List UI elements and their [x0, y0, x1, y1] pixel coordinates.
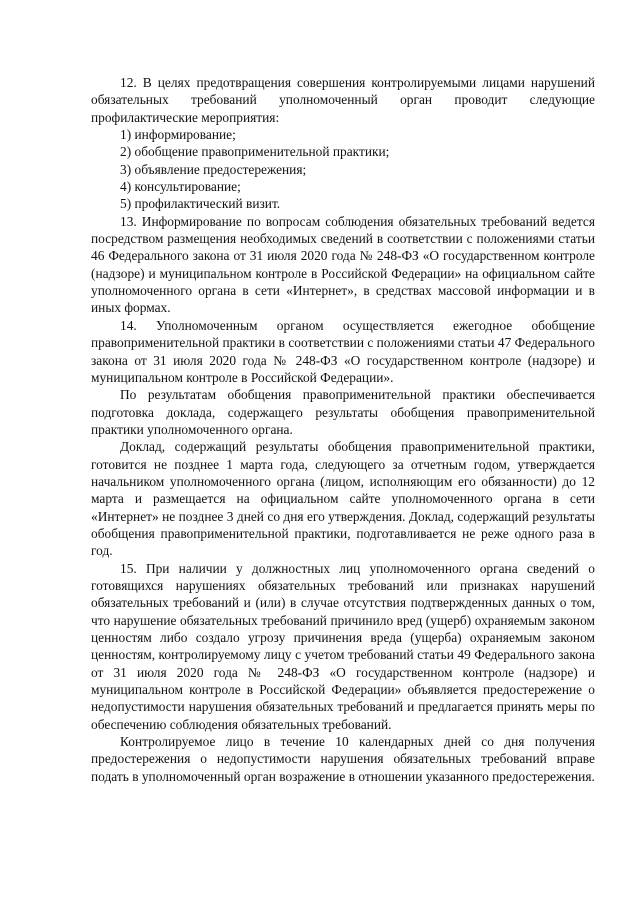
paragraph-15-objection: Контролируемое лицо в течение 10 календарных дней со дня получения предостережения о недопустимости нарушения обязательных требований вправе подать в уполномоченный орган возражение в отношении указанного предостережения. [91, 734, 595, 784]
paragraph-14-report: По результатам обобщения правоприменительной практики обеспечивается подготовка доклада, содержащего результаты обобщения правоприменительной практики уполномоченного органа. [91, 387, 595, 437]
list-item-1: 1) информирование; [120, 127, 236, 143]
document-body [91, 74, 595, 785]
list-item-3: 3) объявление предостережения; [120, 161, 307, 177]
paragraph-14-report-deadline: Доклад, содержащий результаты обобщения правоприменительной практики, готовится не позднее 1 марта года, следующего за отчетным годом, утверждается начальником уполномоченного органа (лицом, исполняющим его обязанности) до 12 марта и размещается на официальном сайте уполномоченного органа в сети «Интернет» не позднее 3 дней со дня его утверждения. Доклад, содержащий результаты обобщения правоприменительной практики, подготавливается не реже одного раза в год. [91, 439, 595, 559]
paragraph-14: 14. Уполномоченным органом осуществляется ежегодное обобщение правоприменительной практики в соответствии с положениями статьи 47 Федерального закона от 31 июля 2020 года № 248-ФЗ «О государственном контроле (надзоре) и муниципальном контроле в Российской Федерации». [91, 317, 595, 385]
paragraph-13: 13. Информирование по вопросам соблюдения обязательных требований ведется посредством размещения необходимых сведений в соответствии с положениями статьи 46 Федерального закона от 31 июля 2020 года № 248-ФЗ «О государственном контроле (надзоре) и муниципальном контроле в Российской Федерации» на официальном сайте уполномоченного органа в сети «Интернет», в средствах массовой информации и в иных формах. [91, 213, 595, 316]
list-item-2: 2) обобщение правоприменительной практики; [120, 144, 390, 160]
list-item-5: 5) профилактический визит. [120, 196, 281, 212]
paragraph-15: 15. При наличии у должностных лиц уполномоченного органа сведений о готовящихся нарушениях обязательных требований или признаках нарушений обязательных требований и (или) в случае отсутствия подтвержденных данных о том, что нарушение обязательных требований причинило вред (ущерб) охраняемым законом ценностям либо создало угрозу причинения вреда (ущерба) охраняемым законом ценностям, контролируемому лицу с учетом требований статьи 49 Федерального закона от 31 июля 2020 года № 248-ФЗ «О государственном контроле (надзоре) и муниципальном контроле в Российской Федерации» объявляется предостережение о недопустимости нарушения обязательных требований и предлагается принять меры по обеспечению соблюдения обязательных требований. [91, 560, 595, 732]
list-item-4: 4) консультирование; [120, 179, 241, 195]
paragraph-12: 12. В целях предотвращения совершения контролируемыми лицами нарушений обязательных требований уполномоченный орган проводит следующие профилактические мероприятия: [91, 75, 595, 125]
